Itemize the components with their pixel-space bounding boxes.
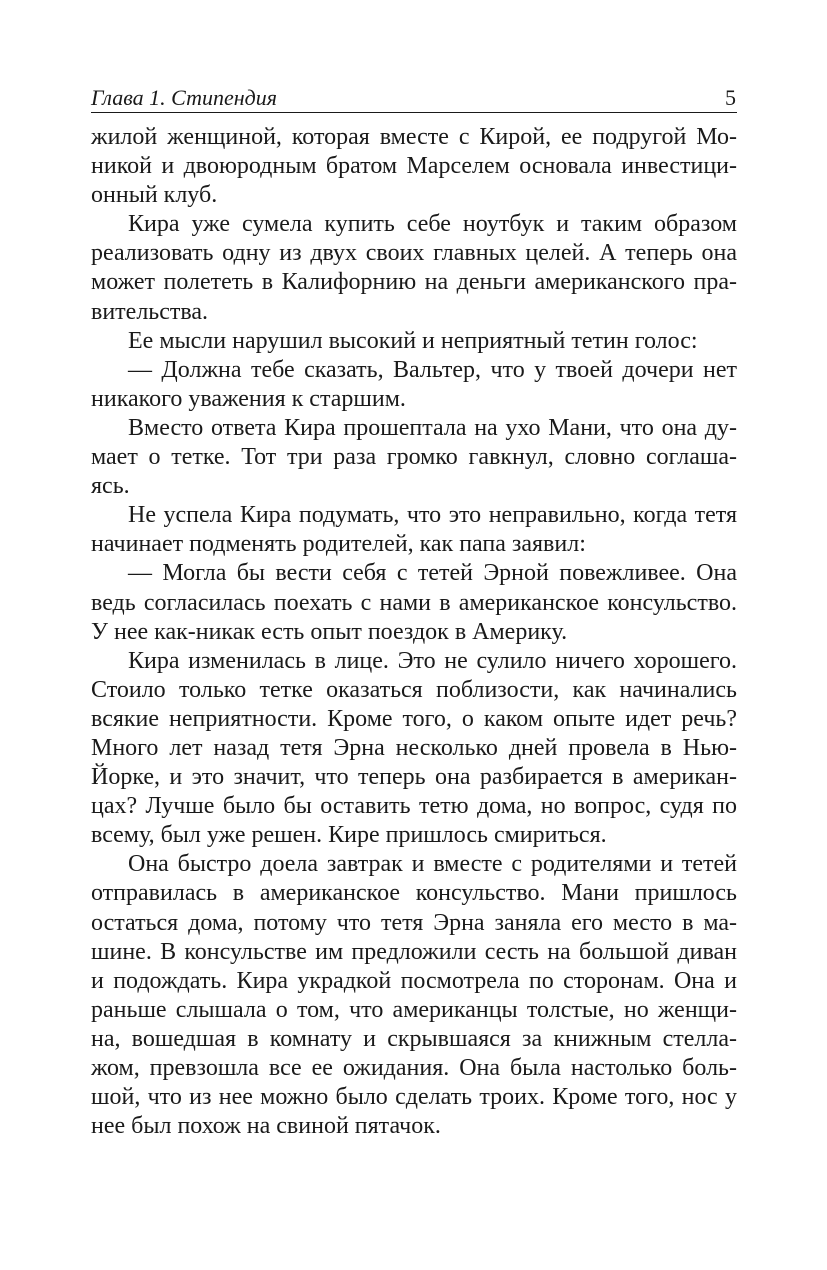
- text-line: отправилась в американское консульство. Мани пришлось: [91, 880, 737, 907]
- text-line: жом, превзошла все ее ожидания. Она была настолько боль-: [91, 1055, 737, 1081]
- text-line: Много лет назад тетя Эрна несколько дней провела в Нью-: [91, 734, 737, 761]
- text-line: У нее как-никак есть опыт поездок в Америку.: [91, 618, 568, 645]
- text-line: раньше слышала о том, что американцы толстые, но женщи-: [91, 996, 737, 1023]
- text-line: на, вошедшая в комнату и скрывшаяся за книжным стелла-: [91, 1025, 737, 1052]
- text-line: Кира изменилась в лице. Это не сулило ничего хорошего.: [128, 647, 737, 674]
- text-line: ясь.: [91, 473, 130, 500]
- text-line: — Должна тебе сказать, Вальтер, что у твоей дочери нет: [128, 356, 737, 383]
- text-line: остаться дома, потому что тетя Эрна заняла его место в ма-: [91, 909, 737, 936]
- page-number: 5: [725, 85, 736, 110]
- text-line: всякие неприятности. Кроме того, о каком опыте идет речь?: [91, 705, 737, 732]
- text-line: онный клуб.: [91, 182, 218, 209]
- text-line: реализовать одну из двух своих главных целей. А теперь она: [91, 240, 737, 267]
- text-line: нее был похож на свиной пятачок.: [91, 1113, 441, 1140]
- text-line: Кира уже сумела купить себе ноутбук и таким образом: [128, 211, 737, 238]
- text-line: всему, был уже решен. Кире пришлось смириться.: [91, 822, 607, 849]
- text-line: вительства.: [91, 298, 209, 325]
- text-line: ведь согласилась поехать с нами в американское консульство.: [91, 589, 737, 616]
- running-head: [91, 86, 737, 113]
- text-line: шине. В консульстве им предложили сесть на большой диван: [91, 938, 737, 965]
- text-line: никакого уважения к старшим.: [91, 385, 406, 412]
- chapter-title: Глава 1. Стипендия: [91, 85, 278, 110]
- text-line: Вместо ответа Кира прошептала на ухо Мани, что она ду-: [128, 414, 737, 441]
- text-line: — Могла бы вести себя с тетей Эрной повежливее. Она: [128, 560, 737, 587]
- text-line: цах? Лучше было бы оставить тетю дома, но вопрос, судя по: [91, 793, 737, 820]
- text-line: Не успела Кира подумать, что это неправильно, когда тетя: [128, 502, 737, 529]
- text-line: и подождать. Кира украдкой посмотрела по сторонам. Она и: [91, 967, 737, 994]
- text-line: шой, что из нее можно было сделать троих. Кроме того, нос у: [91, 1084, 737, 1111]
- body-text: [91, 123, 737, 1141]
- text-line: жилой женщиной, которая вместе с Кирой, ее подругой Мо-: [91, 124, 737, 150]
- text-line: мает о тетке. Тот три раза громко гавкнул, словно соглаша-: [91, 444, 737, 471]
- text-line: никой и двоюродным братом Марселем основала инвестици-: [91, 153, 737, 180]
- text-line: может полететь в Калифорнию на деньги американского пра-: [91, 269, 737, 296]
- text-line: Она быстро доела завтрак и вместе с родителями и тетей: [128, 851, 737, 878]
- text-line: начинает подменять родителей, как папа заявил:: [91, 531, 586, 558]
- text-line: Стоило только тетке оказаться поблизости, как начинались: [91, 676, 737, 703]
- text-line: Йорке, и это значит, что теперь она разбирается в американ-: [91, 764, 737, 791]
- text-line: Ее мысли нарушил высокий и неприятный тетин голос:: [128, 327, 698, 354]
